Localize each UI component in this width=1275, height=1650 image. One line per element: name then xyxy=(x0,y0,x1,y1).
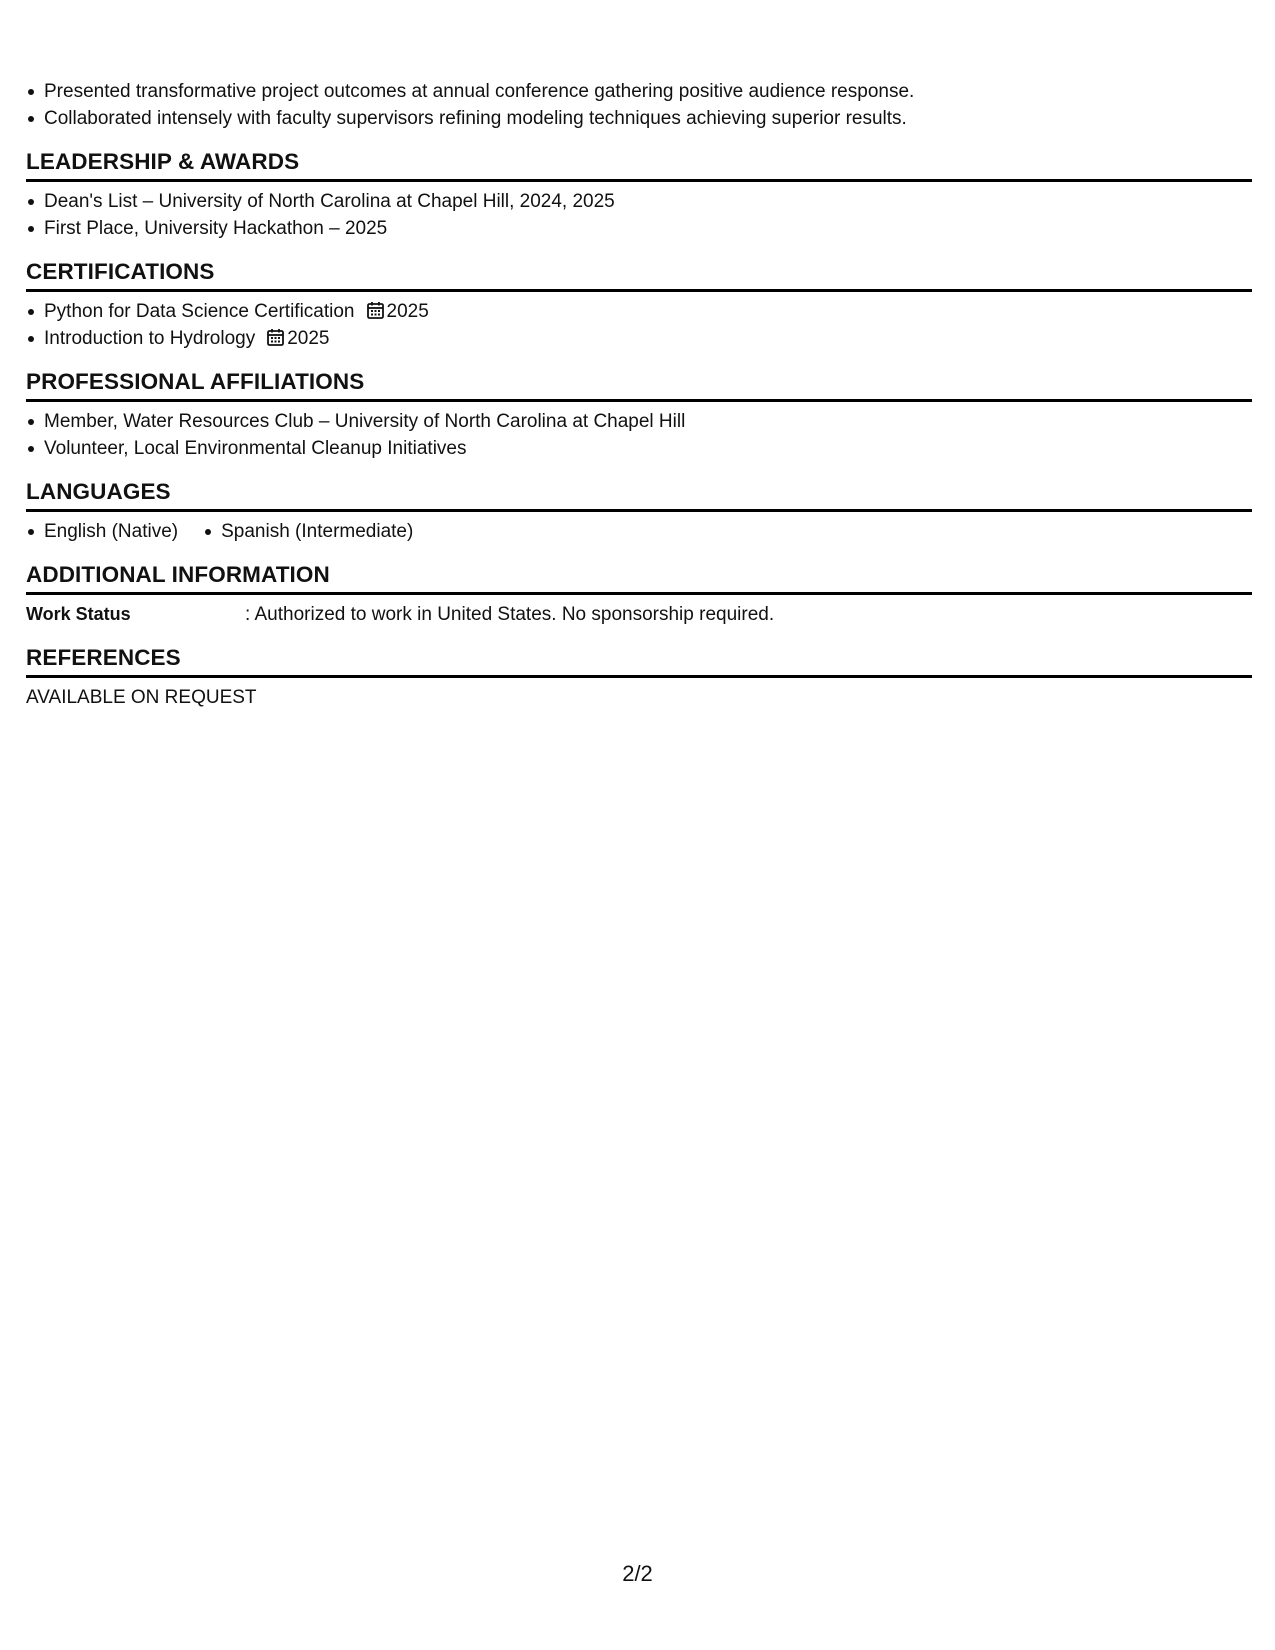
leadership-section xyxy=(26,148,1252,242)
page-number: 2/2 xyxy=(622,1561,653,1586)
work-status-value: : Authorized to work in United States. No sponsorship required. xyxy=(245,604,775,625)
section-title: LEADERSHIP & AWARDS xyxy=(26,148,1252,182)
leadership-list xyxy=(26,188,1252,242)
list-item xyxy=(26,298,1252,325)
affiliations-list xyxy=(26,408,1252,462)
section-title: ADDITIONAL INFORMATION xyxy=(26,561,1252,595)
list-item: Collaborated intensely with faculty supervisors refining modeling techniques achieving superior results. xyxy=(26,105,1252,132)
calendar-icon xyxy=(267,328,284,346)
certification-year: 2025 xyxy=(287,328,330,349)
certification-name: Introduction to Hydrology xyxy=(44,328,256,349)
languages-list xyxy=(26,518,1252,545)
list-item: Dean's List – University of North Carolina at Chapel Hill, 2024, 2025 xyxy=(26,188,1252,215)
certifications-list xyxy=(26,298,1252,352)
section-title: REFERENCES xyxy=(26,644,1252,678)
certifications-section xyxy=(26,258,1252,352)
section-title: PROFESSIONAL AFFILIATIONS xyxy=(26,368,1252,402)
list-item: Volunteer, Local Environmental Cleanup Initiatives xyxy=(26,435,1252,462)
certification-name: Python for Data Science Certification xyxy=(44,301,355,322)
work-status-row xyxy=(26,601,1252,628)
affiliations-section xyxy=(26,368,1252,462)
additional-info-section xyxy=(26,561,1252,628)
section-title: LANGUAGES xyxy=(26,478,1252,512)
resume-page xyxy=(26,78,1252,711)
languages-section xyxy=(26,478,1252,545)
list-item xyxy=(26,325,1252,352)
calendar-icon xyxy=(367,301,384,319)
certification-year: 2025 xyxy=(386,301,429,322)
list-item: Member, Water Resources Club – University of North Carolina at Chapel Hill xyxy=(26,408,1252,435)
list-item: Presented transformative project outcomes at annual conference gathering positive audience response. xyxy=(26,78,1252,105)
experience-bullets xyxy=(26,78,1252,132)
references-section xyxy=(26,644,1252,711)
section-title: CERTIFICATIONS xyxy=(26,258,1252,292)
list-item: First Place, University Hackathon – 2025 xyxy=(26,215,1252,242)
references-text: AVAILABLE ON REQUEST xyxy=(26,687,257,708)
work-status-label: Work Status xyxy=(26,604,131,624)
list-item: Spanish (Intermediate) xyxy=(203,518,413,545)
list-item: English (Native) xyxy=(26,518,178,545)
